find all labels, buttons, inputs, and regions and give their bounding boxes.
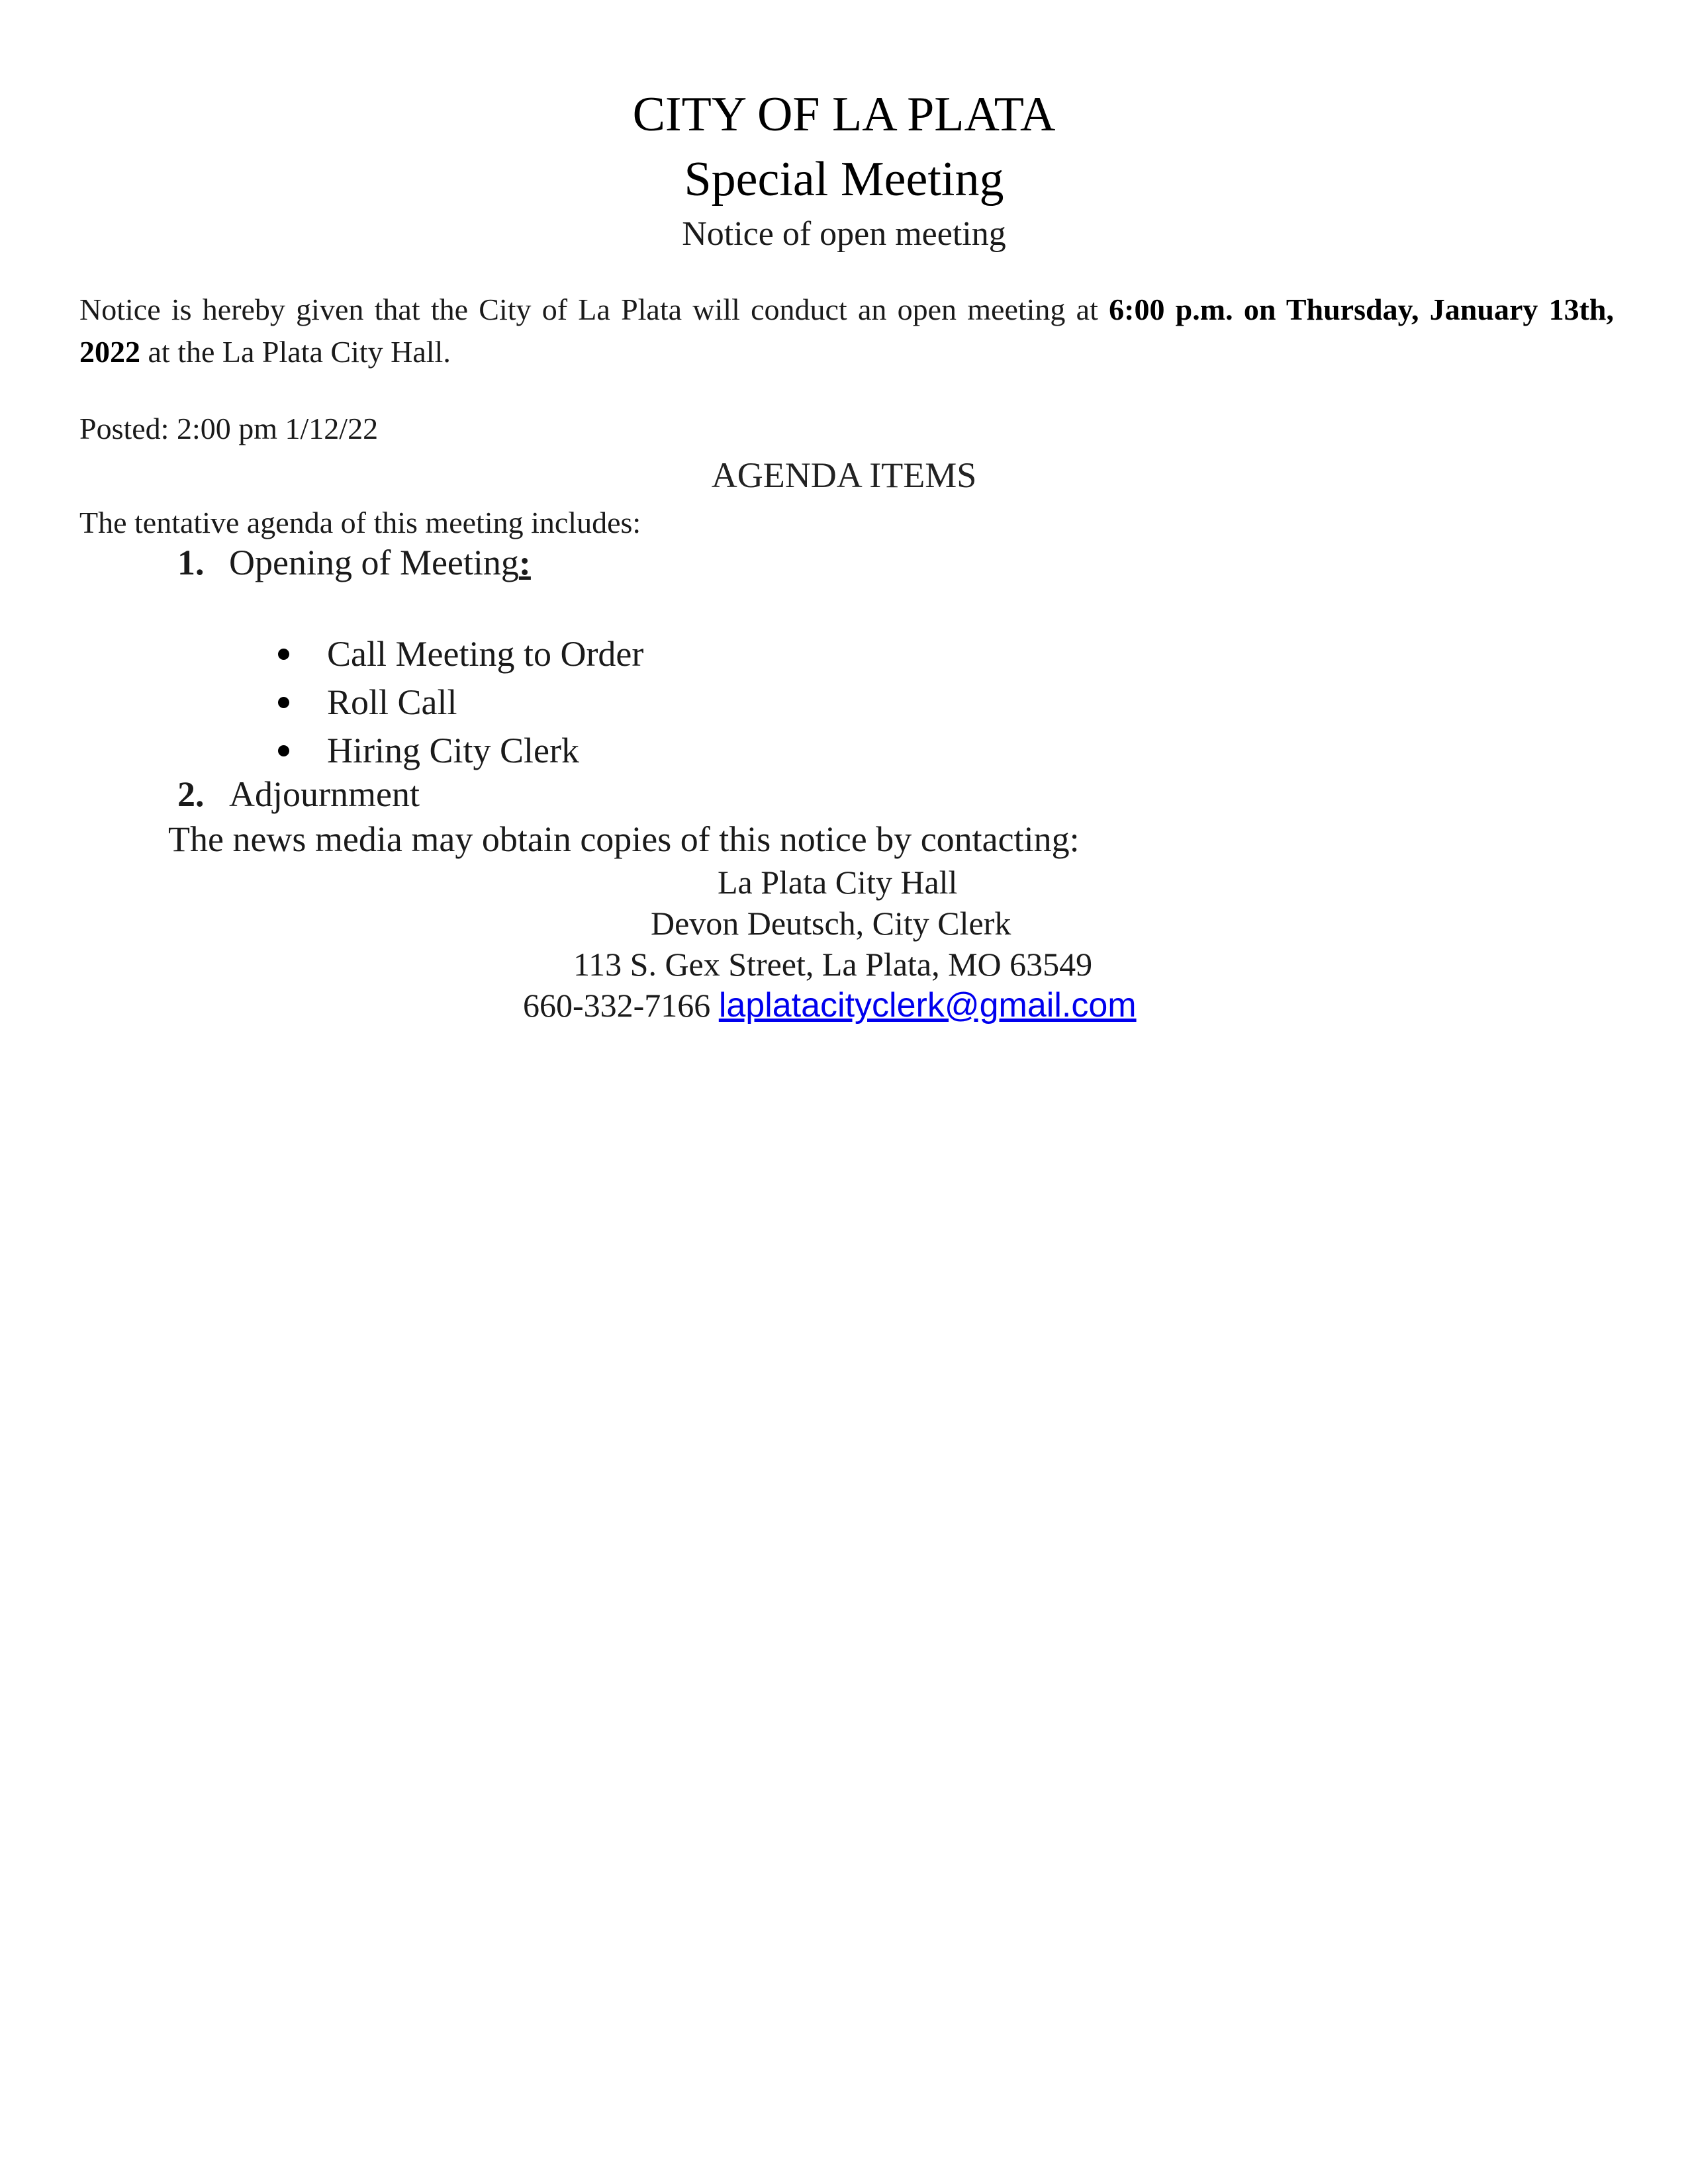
contact-email-link[interactable]: laplatacityclerk@gmail.com [718, 986, 1137, 1024]
meeting-datetime: 6:00 p.m. on Thursday, January 13th, 2022 [79, 293, 1614, 369]
contact-place: La Plata City Hall [718, 864, 958, 901]
notice-text: Notice is hereby given that the City of La Plata will conduct an open meeting at [79, 293, 1109, 326]
bullet-icon [278, 649, 289, 660]
agenda-item-label: Adjournment [229, 774, 420, 814]
subitem-label: Roll Call [327, 682, 457, 722]
subitem-label: Call Meeting to Order [327, 634, 644, 674]
agenda-item-colon: : [518, 543, 531, 582]
posted-timestamp: Posted: 2:00 pm 1/12/22 [79, 412, 379, 445]
agenda-item-number: 2. [177, 774, 205, 814]
contact-phone: 660-332-7166 [523, 987, 711, 1024]
meeting-type-heading: Special Meeting [684, 152, 1004, 206]
media-note: The news media may obtain copies of this notice by contacting: [168, 819, 1080, 859]
bullet-icon [278, 697, 289, 708]
agenda-heading: AGENDA ITEMS [711, 455, 977, 495]
notice-subheading: Notice of open meeting [682, 215, 1006, 253]
agenda-intro: The tentative agenda of this meeting includes: [79, 506, 641, 539]
agenda-item-opening [177, 539, 531, 586]
notice-location-text: at the La Plata City Hall. [140, 335, 451, 369]
page-title: CITY OF LA PLATA [632, 87, 1056, 142]
contact-phone-email [523, 985, 1137, 1026]
contact-address: 113 S. Gex Street, La Plata, MO 63549 [573, 946, 1093, 983]
bullet-icon [278, 745, 289, 756]
contact-person: Devon Deutsch, City Clerk [651, 905, 1011, 942]
agenda-item-number: 1. [177, 543, 205, 582]
agenda-item-adjournment [177, 770, 420, 818]
agenda-item-label: Opening of Meeting [229, 543, 519, 582]
subitem-label: Hiring City Clerk [327, 731, 579, 770]
notice-paragraph [79, 289, 1614, 373]
